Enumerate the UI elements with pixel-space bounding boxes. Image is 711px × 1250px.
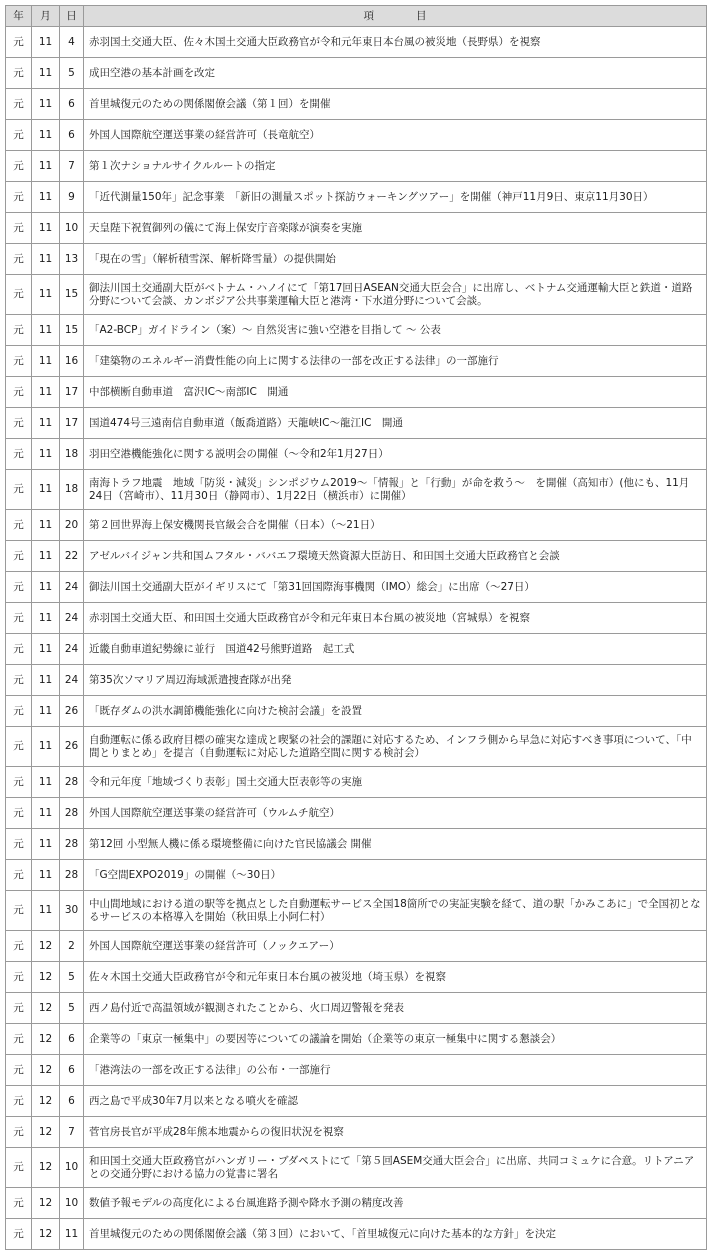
row-year: 元 xyxy=(6,151,32,182)
chronology-table xyxy=(5,5,707,1250)
row-year: 元 xyxy=(6,58,32,89)
row-month: 11 xyxy=(32,891,60,931)
row-item: 「G空間EXPO2019」の開催（〜30日） xyxy=(84,860,707,891)
row-year: 元 xyxy=(6,275,32,315)
row-year: 元 xyxy=(6,470,32,510)
row-day: 22 xyxy=(60,541,84,572)
row-day: 24 xyxy=(60,572,84,603)
row-day: 6 xyxy=(60,120,84,151)
row-month: 11 xyxy=(32,696,60,727)
table-row xyxy=(6,1024,707,1055)
table-row xyxy=(6,541,707,572)
row-item: 佐々木国土交通大臣政務官が令和元年東日本台風の被災地（埼玉県）を視察 xyxy=(84,962,707,993)
table-row xyxy=(6,829,707,860)
row-year: 元 xyxy=(6,408,32,439)
table-row xyxy=(6,962,707,993)
row-item: 中山間地域における道の駅等を拠点とした自動運転サービス全国18箇所での実証実験を経て、道の駅「かみこあに」で全国初となるサービスの本格導入を開始（秋田県上小阿仁村） xyxy=(84,891,707,931)
table-row xyxy=(6,798,707,829)
row-year: 元 xyxy=(6,213,32,244)
header-month: 月 xyxy=(32,6,60,27)
row-day: 5 xyxy=(60,58,84,89)
row-month: 11 xyxy=(32,275,60,315)
row-month: 12 xyxy=(32,1148,60,1188)
row-item: 首里城復元のための関係閣僚会議（第３回）において、「首里城復元に向けた基本的な方針」を決定 xyxy=(84,1219,707,1250)
table-row xyxy=(6,634,707,665)
row-month: 11 xyxy=(32,213,60,244)
row-item: 「港湾法の一部を改正する法律」の公布・一部施行 xyxy=(84,1055,707,1086)
row-year: 元 xyxy=(6,244,32,275)
row-day: 18 xyxy=(60,470,84,510)
row-month: 12 xyxy=(32,1188,60,1219)
row-month: 11 xyxy=(32,634,60,665)
header-day: 日 xyxy=(60,6,84,27)
row-item: 「A2-BCP」ガイドライン（案）〜 自然災害に強い空港を目指して 〜 公表 xyxy=(84,315,707,346)
table-row xyxy=(6,120,707,151)
table-row xyxy=(6,931,707,962)
row-item: 和田国土交通大臣政務官がハンガリー・ブダペストにて「第５回ASEM交通大臣会合」に出席、共同コミュケに合意。リトアニアとの交通分野における協力の覚書に署名 xyxy=(84,1148,707,1188)
row-item: 赤羽国土交通大臣、和田国土交通大臣政務官が令和元年東日本台風の被災地（宮城県）を視察 xyxy=(84,603,707,634)
row-month: 11 xyxy=(32,244,60,275)
header-year: 年 xyxy=(6,6,32,27)
row-month: 12 xyxy=(32,1219,60,1250)
row-item: 外国人国際航空運送事業の経営許可（長竜航空） xyxy=(84,120,707,151)
row-year: 元 xyxy=(6,1148,32,1188)
row-item: 自動運転に係る政府目標の確実な達成と喫緊の社会的課題に対応するため、インフラ側から早急に対応すべき事項について、「中間とりまとめ」を提言（自動運転に対応した道路空間に関する検討会） xyxy=(84,727,707,767)
row-year: 元 xyxy=(6,1117,32,1148)
table-row xyxy=(6,993,707,1024)
table-row xyxy=(6,89,707,120)
row-month: 11 xyxy=(32,767,60,798)
row-day: 13 xyxy=(60,244,84,275)
row-month: 11 xyxy=(32,439,60,470)
row-item: 赤羽国土交通大臣、佐々木国土交通大臣政務官が令和元年東日本台風の被災地（長野県）を視察 xyxy=(84,27,707,58)
table-row xyxy=(6,58,707,89)
table-row xyxy=(6,439,707,470)
row-item: 第１次ナショナルサイクルルートの指定 xyxy=(84,151,707,182)
row-year: 元 xyxy=(6,377,32,408)
row-year: 元 xyxy=(6,603,32,634)
row-item: 西ノ島付近で高温領域が観測されたことから、火口周辺警報を発表 xyxy=(84,993,707,1024)
row-item: 外国人国際航空運送事業の経営許可（ウルムチ航空） xyxy=(84,798,707,829)
row-day: 6 xyxy=(60,1024,84,1055)
table-row xyxy=(6,470,707,510)
row-month: 11 xyxy=(32,665,60,696)
row-year: 元 xyxy=(6,993,32,1024)
row-day: 28 xyxy=(60,860,84,891)
table-row xyxy=(6,244,707,275)
row-year: 元 xyxy=(6,541,32,572)
table-row xyxy=(6,27,707,58)
row-year: 元 xyxy=(6,665,32,696)
row-day: 9 xyxy=(60,182,84,213)
row-month: 11 xyxy=(32,408,60,439)
row-month: 12 xyxy=(32,962,60,993)
table-row xyxy=(6,151,707,182)
row-day: 11 xyxy=(60,1219,84,1250)
row-month: 11 xyxy=(32,315,60,346)
row-item: 天皇陛下祝賀御列の儀にて海上保安庁音楽隊が演奏を実施 xyxy=(84,213,707,244)
table-row xyxy=(6,727,707,767)
table-row xyxy=(6,213,707,244)
table-row xyxy=(6,696,707,727)
row-year: 元 xyxy=(6,346,32,377)
row-day: 7 xyxy=(60,151,84,182)
row-month: 11 xyxy=(32,120,60,151)
row-day: 6 xyxy=(60,89,84,120)
row-day: 17 xyxy=(60,408,84,439)
row-month: 11 xyxy=(32,727,60,767)
row-day: 15 xyxy=(60,315,84,346)
row-month: 11 xyxy=(32,860,60,891)
table-row xyxy=(6,275,707,315)
row-day: 15 xyxy=(60,275,84,315)
table-row xyxy=(6,346,707,377)
table-row xyxy=(6,1055,707,1086)
row-day: 6 xyxy=(60,1055,84,1086)
row-month: 12 xyxy=(32,1117,60,1148)
row-item: 御法川国土交通副大臣がイギリスにて「第31回国際海事機関（IMO）総会」に出席（〜27日） xyxy=(84,572,707,603)
row-day: 5 xyxy=(60,993,84,1024)
row-day: 16 xyxy=(60,346,84,377)
row-item: 中部横断自動車道 富沢IC〜南部IC 開通 xyxy=(84,377,707,408)
row-item: 南海トラフ地震 地域「防災・減災」シンポジウム2019〜「情報」と「行動」が命を救う〜 を開催（高知市）(他にも、11月24日（宮崎市）、11月30日（静岡市）、1月22日（横浜市）に開催） xyxy=(84,470,707,510)
row-day: 10 xyxy=(60,1148,84,1188)
row-item: 羽田空港機能強化に関する説明会の開催（〜令和2年1月27日） xyxy=(84,439,707,470)
row-year: 元 xyxy=(6,89,32,120)
row-item: 令和元年度「地域づくり表彰」国土交通大臣表彰等の実施 xyxy=(84,767,707,798)
row-month: 11 xyxy=(32,798,60,829)
row-day: 26 xyxy=(60,696,84,727)
row-year: 元 xyxy=(6,510,32,541)
row-month: 11 xyxy=(32,27,60,58)
row-month: 11 xyxy=(32,572,60,603)
row-month: 11 xyxy=(32,89,60,120)
row-month: 12 xyxy=(32,1024,60,1055)
row-month: 11 xyxy=(32,151,60,182)
row-year: 元 xyxy=(6,1188,32,1219)
row-day: 2 xyxy=(60,931,84,962)
row-month: 12 xyxy=(32,1055,60,1086)
row-day: 7 xyxy=(60,1117,84,1148)
row-year: 元 xyxy=(6,439,32,470)
row-item: 数値予報モデルの高度化による台風進路予測や降水予測の精度改善 xyxy=(84,1188,707,1219)
row-year: 元 xyxy=(6,120,32,151)
header-item: 項 目 xyxy=(84,6,707,27)
row-month: 11 xyxy=(32,510,60,541)
row-item: 成田空港の基本計画を改定 xyxy=(84,58,707,89)
row-item: 近畿自動車道紀勢線に並行 国道42号熊野道路 起工式 xyxy=(84,634,707,665)
row-month: 11 xyxy=(32,58,60,89)
row-month: 12 xyxy=(32,993,60,1024)
row-year: 元 xyxy=(6,860,32,891)
row-month: 11 xyxy=(32,541,60,572)
row-item: アゼルバイジャン共和国ムフタル・ババエフ環境天然資源大臣訪日、和田国土交通大臣政務官と会談 xyxy=(84,541,707,572)
row-year: 元 xyxy=(6,829,32,860)
row-item: 企業等の「東京一極集中」の要因等についての議論を開始（企業等の東京一極集中に関する懇談会） xyxy=(84,1024,707,1055)
row-year: 元 xyxy=(6,727,32,767)
table-row xyxy=(6,860,707,891)
row-month: 11 xyxy=(32,377,60,408)
table-row xyxy=(6,767,707,798)
row-item: 外国人国際航空運送事業の経営許可（ノックエアー） xyxy=(84,931,707,962)
row-day: 4 xyxy=(60,27,84,58)
table-row xyxy=(6,377,707,408)
table-row xyxy=(6,1219,707,1250)
table-row xyxy=(6,182,707,213)
row-item: 御法川国土交通副大臣がベトナム・ハノイにて「第17回日ASEAN交通大臣会合」に出席し、ベトナム交通運輸大臣と鉄道・道路分野について会談、カンボジア公共事業運輸大臣と港湾・下水道分野について会談。 xyxy=(84,275,707,315)
table-row xyxy=(6,1117,707,1148)
row-item: 西之島で平成30年7月以来となる噴火を確認 xyxy=(84,1086,707,1117)
table-row xyxy=(6,408,707,439)
table-row xyxy=(6,1188,707,1219)
row-month: 11 xyxy=(32,346,60,377)
row-month: 11 xyxy=(32,182,60,213)
row-day: 30 xyxy=(60,891,84,931)
table-row xyxy=(6,572,707,603)
table-row xyxy=(6,603,707,634)
row-item: 第35次ソマリア周辺海域派遣捜査隊が出発 xyxy=(84,665,707,696)
row-year: 元 xyxy=(6,931,32,962)
row-item: 「建築物のエネルギー消費性能の向上に関する法律の一部を改正する法律」の一部施行 xyxy=(84,346,707,377)
row-year: 元 xyxy=(6,962,32,993)
row-year: 元 xyxy=(6,634,32,665)
row-day: 28 xyxy=(60,829,84,860)
row-item: 首里城復元のための関係閣僚会議（第１回）を開催 xyxy=(84,89,707,120)
row-year: 元 xyxy=(6,1024,32,1055)
row-day: 28 xyxy=(60,767,84,798)
row-year: 元 xyxy=(6,767,32,798)
row-month: 11 xyxy=(32,603,60,634)
table-row xyxy=(6,510,707,541)
row-month: 12 xyxy=(32,1086,60,1117)
row-day: 17 xyxy=(60,377,84,408)
row-day: 24 xyxy=(60,603,84,634)
table-row xyxy=(6,665,707,696)
row-item: 菅官房長官が平成28年熊本地震からの復旧状況を視察 xyxy=(84,1117,707,1148)
row-year: 元 xyxy=(6,1086,32,1117)
row-day: 5 xyxy=(60,962,84,993)
row-item: 第２回世界海上保安機関長官級会合を開催（日本）（〜21日） xyxy=(84,510,707,541)
row-day: 24 xyxy=(60,665,84,696)
row-year: 元 xyxy=(6,27,32,58)
row-month: 11 xyxy=(32,829,60,860)
table-body xyxy=(6,27,707,1250)
row-item: 「現在の雪」（解析積雪深、解析降雪量）の提供開始 xyxy=(84,244,707,275)
row-day: 24 xyxy=(60,634,84,665)
table-row xyxy=(6,891,707,931)
row-year: 元 xyxy=(6,798,32,829)
row-year: 元 xyxy=(6,182,32,213)
row-year: 元 xyxy=(6,696,32,727)
row-day: 6 xyxy=(60,1086,84,1117)
table-row xyxy=(6,1086,707,1117)
row-day: 20 xyxy=(60,510,84,541)
row-year: 元 xyxy=(6,1055,32,1086)
row-month: 11 xyxy=(32,470,60,510)
table-row xyxy=(6,1148,707,1188)
row-day: 26 xyxy=(60,727,84,767)
table-row xyxy=(6,315,707,346)
row-month: 12 xyxy=(32,931,60,962)
row-year: 元 xyxy=(6,315,32,346)
row-item: 第12回 小型無人機に係る環境整備に向けた官民協議会 開催 xyxy=(84,829,707,860)
row-year: 元 xyxy=(6,572,32,603)
table-header-row xyxy=(6,6,707,27)
row-day: 28 xyxy=(60,798,84,829)
row-item: 国道474号三遠南信自動車道（飯喬道路）天龍峡IC〜龍江IC 開通 xyxy=(84,408,707,439)
row-item: 「既存ダムの洪水調節機能強化に向けた検討会議」を設置 xyxy=(84,696,707,727)
row-year: 元 xyxy=(6,1219,32,1250)
row-day: 18 xyxy=(60,439,84,470)
row-year: 元 xyxy=(6,891,32,931)
row-day: 10 xyxy=(60,1188,84,1219)
row-item: 「近代測量150年」記念事業 「新旧の測量スポット探訪ウォーキングツアー」を開催（神戸11月9日、東京11月30日） xyxy=(84,182,707,213)
row-day: 10 xyxy=(60,213,84,244)
